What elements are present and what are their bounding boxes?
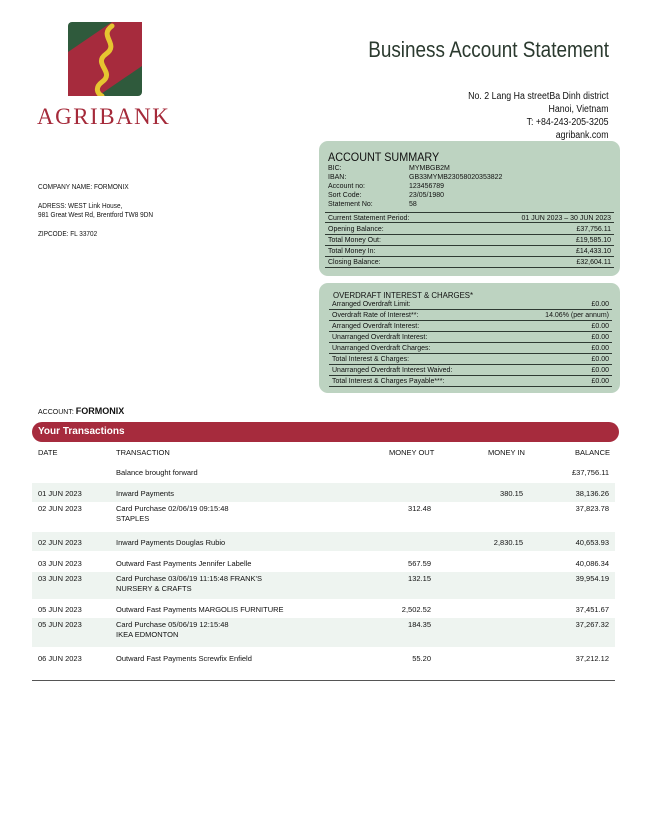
summary-row-label: Opening Balance:	[328, 226, 384, 233]
tx-description: Card Purchase 02/06/19 09:15:48	[116, 504, 229, 513]
tx-money-out: 132.15	[408, 574, 431, 583]
col-header-money-in: MONEY IN	[488, 448, 525, 457]
tx-description: Card Purchase 03/06/19 11:15:48 FRANK'S	[116, 574, 262, 583]
overdraft-row-value: £0.00	[591, 323, 609, 330]
bic-label: BIC:	[328, 165, 342, 172]
summary-row-label: Current Statement Period:	[328, 215, 410, 222]
document-title: Business Account Statement	[368, 37, 609, 62]
company-name: COMPANY NAME: FORMONIX	[38, 184, 129, 191]
company-address-line2: 981 Great West Rd, Brentford TW8 9DN	[38, 212, 154, 219]
tx-money-out: 55.20	[412, 654, 431, 663]
bank-address-line1: No. 2 Lang Ha streetBa Dinh district	[468, 91, 609, 102]
summary-row	[325, 224, 614, 235]
company-info	[38, 183, 153, 239]
overdraft-row-label: Overdraft Rate of Interest**:	[332, 312, 419, 319]
col-header-money-out: MONEY OUT	[389, 448, 435, 457]
brand-name: AGRIBANK	[37, 104, 171, 129]
col-header-balance: BALANCE	[575, 448, 611, 457]
account-label-text: ACCOUNT:	[38, 409, 74, 416]
account-summary-title: ACCOUNT SUMMARY	[328, 150, 440, 164]
tx-money-out: 184.35	[408, 620, 431, 629]
account-label	[38, 406, 124, 416]
tx-description-line2: IKEA EDMONTON	[116, 630, 179, 639]
col-header-date: DATE	[38, 448, 58, 457]
overdraft-row-value: £0.00	[591, 334, 609, 341]
sort-code-row	[328, 191, 528, 200]
tx-description: Card Purchase 05/06/19 12:15:48	[116, 620, 229, 629]
tx-money-in: 2,830.15	[493, 538, 523, 547]
statement-number-row	[328, 200, 528, 209]
transactions-title-bar: Your Transactions	[32, 422, 619, 442]
overdraft-row	[329, 332, 612, 343]
summary-row-value: £14,433.10	[575, 248, 611, 255]
summary-row-value: 01 JUN 2023 – 30 JUN 2023	[521, 215, 611, 222]
overdraft-row-label: Arranged Overdraft Limit:	[332, 301, 411, 308]
overdraft-row-value: £0.00	[591, 367, 609, 374]
overdraft-row	[329, 299, 612, 310]
sort-code-label: Sort Code:	[328, 192, 362, 199]
iban-value: GB33MYMB23058020353822	[409, 174, 503, 181]
tx-balance: 37,267.32	[575, 620, 609, 629]
summary-row-label: Closing Balance:	[328, 259, 381, 266]
bic-row	[328, 164, 528, 173]
bank-website[interactable]: agribank.com	[556, 130, 609, 141]
tx-money-out: 567.59	[408, 559, 431, 568]
table-bottom-rule	[32, 680, 615, 681]
sort-code-value: 23/05/1980	[409, 192, 445, 199]
summary-row-label: Total Money Out:	[328, 237, 381, 244]
iban-row	[328, 173, 528, 182]
col-header-transaction: TRANSACTION	[116, 448, 170, 457]
statement-number-value: 58	[409, 201, 417, 208]
overdraft-row	[329, 365, 612, 376]
tx-balance: £37,756.11	[572, 468, 609, 477]
tx-date: 05 JUN 2023	[38, 605, 82, 614]
bank-phone: T: +84-243-205-3205	[527, 117, 609, 128]
iban-label: IBAN:	[328, 174, 347, 181]
bic-value: MYMBGB2M	[409, 165, 450, 172]
tx-description: Outward Fast Payments Screwfix Enfield	[116, 654, 252, 663]
tx-date: 02 JUN 2023	[38, 504, 82, 513]
tx-date: 01 JUN 2023	[38, 489, 82, 498]
overdraft-row-label: Total Interest & Charges:	[332, 356, 410, 363]
tx-description-line2: NURSERY & CRAFTS	[116, 584, 192, 593]
overdraft-row	[329, 376, 612, 387]
tx-balance: 37,451.67	[575, 605, 609, 614]
tx-balance: 39,954.19	[575, 574, 609, 583]
overdraft-row-value: £0.00	[591, 301, 609, 308]
summary-row-value: £19,585.10	[575, 237, 611, 244]
tx-description: Inward Payments Douglas Rubio	[116, 538, 226, 547]
tx-money-in: 380.15	[500, 489, 523, 498]
tx-date: 03 JUN 2023	[38, 574, 82, 583]
account-number-value: 123456789	[409, 183, 445, 190]
overdraft-row	[329, 321, 612, 332]
tx-date: 05 JUN 2023	[38, 620, 82, 629]
summary-row	[325, 235, 614, 246]
tx-description: Outward Fast Payments Jennifer Labelle	[116, 559, 252, 568]
tx-money-out: 2,502.52	[401, 605, 431, 614]
summary-row	[325, 212, 614, 223]
overdraft-row-value: £0.00	[591, 378, 609, 385]
account-number-row	[328, 182, 528, 191]
company-zipcode: ZIPCODE: FL 33702	[38, 231, 98, 238]
summary-row-value: £32,604.11	[576, 259, 611, 266]
overdraft-row	[329, 310, 612, 321]
overdraft-row-label: Unarranged Overdraft Interest Waived:	[332, 367, 453, 374]
tx-balance: 37,212.12	[575, 654, 609, 663]
statement-number-label: Statement No:	[328, 201, 373, 208]
overdraft-title: OVERDRAFT INTEREST & CHARGES*	[333, 290, 474, 300]
agribank-logo-icon	[68, 22, 142, 96]
tx-date: 02 JUN 2023	[38, 538, 82, 547]
bank-address-line2: Hanoi, Vietnam	[548, 104, 609, 115]
tx-description: Outward Fast Payments MARGOLIS FURNITURE	[116, 605, 284, 614]
summary-row	[325, 246, 614, 257]
account-number-label: Account no:	[328, 183, 365, 190]
overdraft-row-label: Arranged Overdraft Interest:	[332, 323, 420, 330]
overdraft-panel	[319, 283, 620, 393]
overdraft-row-value: 14.06% (per annum)	[545, 312, 609, 319]
summary-row-value: £37,756.11	[576, 226, 611, 233]
tx-description: Inward Payments	[116, 489, 174, 498]
summary-row	[325, 257, 614, 268]
account-summary-panel	[319, 141, 620, 276]
overdraft-row-label: Unarranged Overdraft Charges:	[332, 345, 431, 352]
account-name: FORMONIX	[75, 406, 125, 416]
tx-money-out: 312.48	[408, 504, 431, 513]
company-address-line1: ADRESS: WEST Link House,	[38, 203, 123, 210]
tx-date: 06 JUN 2023	[38, 654, 82, 663]
overdraft-row	[329, 354, 612, 365]
tx-balance: 40,653.93	[575, 538, 609, 547]
overdraft-row-value: £0.00	[591, 356, 609, 363]
tx-balance: 40,086.34	[575, 559, 609, 568]
tx-description: Balance brought forward	[116, 468, 198, 477]
overdraft-row-label: Unarranged Overdraft Interest:	[332, 334, 428, 341]
overdraft-row	[329, 343, 612, 354]
tx-balance: 37,823.78	[575, 504, 609, 513]
overdraft-row-label: Total Interest & Charges Payable***:	[332, 378, 445, 385]
overdraft-row-value: £0.00	[591, 345, 609, 352]
bank-address	[469, 90, 609, 142]
summary-row-label: Total Money In:	[328, 248, 376, 255]
tx-balance: 38,136.26	[575, 489, 609, 498]
tx-date: 03 JUN 2023	[38, 559, 82, 568]
tx-description-line2: STAPLES	[116, 514, 150, 523]
